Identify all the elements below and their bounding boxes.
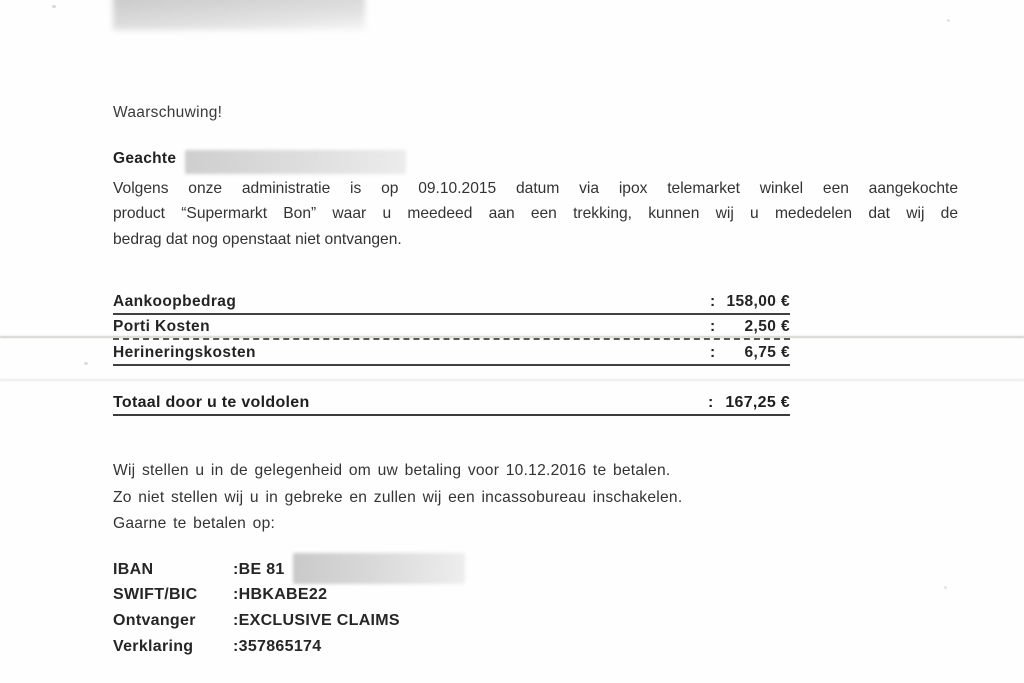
bank-value: :EXCLUSIVE CLAIMS xyxy=(233,611,400,629)
charge-label: Aankoopbedrag xyxy=(113,293,237,310)
payment-paragraph xyxy=(113,458,682,538)
paragraph-line: product “Supermarkt Bon” waar u meedeed aan een trekking, kunnen wij u mededelen dat wij de xyxy=(113,205,958,223)
charge-value xyxy=(710,318,790,336)
charge-label: Herineringskosten xyxy=(113,344,256,361)
total-row xyxy=(113,390,790,416)
bank-row-swift xyxy=(113,583,465,609)
charge-value xyxy=(710,344,790,362)
bank-label: SWIFT/BIC xyxy=(113,586,198,604)
bank-row-verklaring xyxy=(113,634,465,660)
scan-speck xyxy=(52,5,56,8)
paragraph-line: Gaarne te betalen op: xyxy=(113,515,276,533)
paragraph-line: Volgens onze administratie is op 09.10.2015 datum via ipox telemarket winkel een aangekochte xyxy=(113,180,958,197)
paragraph-line: Zo niet stellen wij u in gebreke en zullen wij een incassobureau inschakelen. xyxy=(113,488,683,506)
scan-speck xyxy=(947,19,950,22)
charge-colon: : xyxy=(710,293,716,310)
warning-heading: Waarschuwing! xyxy=(113,104,223,121)
scan-speck xyxy=(944,586,947,589)
charge-colon: : xyxy=(710,344,716,361)
intro-paragraph xyxy=(113,176,958,252)
redacted-recipient-name xyxy=(185,150,406,174)
charge-colon: : xyxy=(710,318,716,335)
total-colon: : xyxy=(708,394,714,411)
bank-row-iban xyxy=(113,557,465,583)
bank-details-block xyxy=(113,557,465,659)
charge-amount: 158,00 € xyxy=(726,293,790,310)
bank-label: Ontvanger xyxy=(113,611,196,629)
charges-table xyxy=(113,289,790,366)
table-row xyxy=(113,289,790,315)
charge-value xyxy=(710,293,790,311)
salutation-text: Geachte xyxy=(113,150,177,167)
bank-label: IBAN xyxy=(113,560,154,578)
scan-speck xyxy=(84,362,88,365)
total-amount: 167,25 € xyxy=(725,394,790,411)
charge-amount: 2,50 € xyxy=(744,318,790,335)
bank-value: :HBKABE22 xyxy=(233,586,328,604)
bank-row-ontvanger xyxy=(113,608,465,634)
redacted-header-block xyxy=(113,0,365,30)
bank-value: :BE 81 xyxy=(233,560,285,578)
bank-value: :357865174 xyxy=(233,637,322,655)
total-value xyxy=(708,394,790,412)
paragraph-line: Wij stellen u in de gelegenheid om uw betaling voor 10.12.2016 te betalen. xyxy=(113,462,671,479)
table-row xyxy=(113,315,790,340)
charge-amount: 6,75 € xyxy=(744,344,790,361)
bank-label: Verklaring xyxy=(113,637,194,655)
total-label: Totaal door u te voldolen xyxy=(113,394,310,411)
redacted-iban-number xyxy=(293,553,465,584)
charge-label: Porti Kosten xyxy=(113,318,210,335)
paragraph-line: bedrag dat nog openstaat niet ontvangen. xyxy=(113,230,402,248)
scan-line-artifact xyxy=(0,379,1024,381)
table-row xyxy=(113,340,790,366)
